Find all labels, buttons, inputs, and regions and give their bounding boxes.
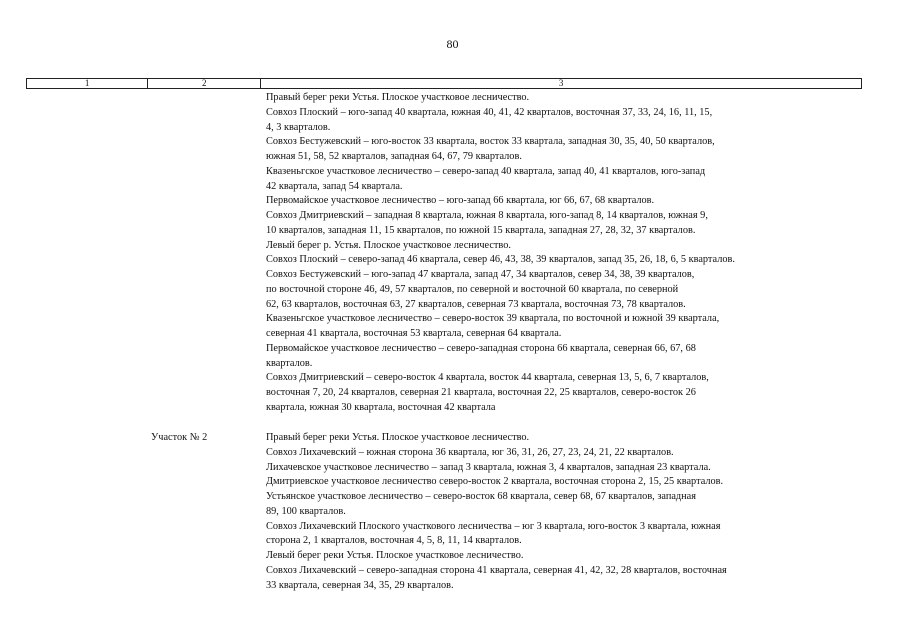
table-header	[26, 78, 862, 89]
text-line: южная 51, 58, 52 кварталов, западная 64, 67, 79 кварталов.	[266, 151, 522, 162]
text-line: Правый берег реки Устья. Плоское участковое лесничество.	[266, 432, 530, 443]
text-line: Совхоз Лихачевский – северо-западная сторона 41 квартала, северная 41, 42, 32, 28 кварталов, восточная	[266, 564, 727, 576]
column-header-1: 1	[27, 79, 148, 89]
text-line: Совхоз Дмитриевский – северо-восток 4 квартала, восток 44 квартала, северная 13, 5, 6, 7 кварталов,	[266, 372, 709, 384]
text-line: Левый берег реки Устья. Плоское участковое лесничество.	[266, 550, 524, 561]
text-line: 4, 3 кварталов.	[266, 121, 331, 133]
text-line: Совхоз Плоский – юго-запад 40 квартала, южная 40, 41, 42 кварталов, восточная 37, 33, 24, 16, 11, 15,	[266, 106, 713, 118]
text-line: Совхоз Лихачевский – южная сторона 36 квартала, юг 36, 31, 26, 27, 23, 24, 21, 22 кварталов.	[266, 446, 674, 458]
text-line: Совхоз Плоский – северо-запад 46 квартала, север 46, 43, 38, 39 кварталов, запад 35, 26, 18, 6, 5 кварталов.	[266, 254, 735, 266]
text-line: кварталов.	[266, 357, 313, 369]
text-line: по восточной стороне 46, 49, 57 кварталов, по северной и восточной 60 квартала, по северной	[266, 283, 679, 295]
text-line: Первомайское участковое лесничество – северо-западная сторона 66 квартала, северная 66, 67, 68	[266, 342, 696, 354]
text-line: Дмитриевское участковое лесничество северо-восток 2 квартала, восточная сторона 2, 15, 25 кварталов.	[266, 476, 724, 488]
text-line: Совхоз Бестужевский – юго-восток 33 квартала, восток 33 квартала, западная 30, 35, 40, 50 кварталов,	[266, 136, 715, 148]
text-line: квартала, южная 30 квартала, восточная 42 квартала	[266, 401, 496, 413]
text-line: Совхоз Бестужевский – юго-запад 47 квартала, запад 47, 34 кварталов, север 34, 38, 39 кварталов,	[266, 269, 695, 280]
text-line: сторона 2, 1 кварталов, восточная 4, 5, 8, 11, 14 кварталов.	[266, 535, 522, 547]
row-1-description	[266, 91, 866, 416]
text-line: Устьянское участковое лесничество – северо-восток 68 квартала, север 68, 67 кварталов, западная	[266, 491, 696, 502]
text-line: Совхоз Дмитриевский – западная 8 квартала, южная 8 квартала, юго-запад 8, 14 кварталов, южная 9,	[266, 210, 708, 221]
text-line: Квазеньгское участковое лесничество – северо-восток 39 квартала, по восточной и южной 39 квартала,	[266, 313, 720, 325]
page-number: 80	[446, 37, 459, 51]
text-line: Совхоз Лихачевский Плоского участкового лесничества – юг 3 квартала, юго-восток 3 квартала, южная	[266, 520, 721, 532]
text-line: Левый берег р. Устья. Плоское участковое лесничество.	[266, 239, 511, 251]
column-header-2: 2	[148, 79, 261, 89]
text-line: Первомайское участковое лесничество – юго-запад 66 квартала, юг 66, 67, 68 кварталов.	[266, 195, 655, 207]
text-line: 33 квартала, северная 34, 35, 29 кварталов.	[266, 579, 454, 591]
text-line: 42 квартала, запад 54 квартала.	[266, 180, 403, 192]
text-line: Квазеньгское участковое лесничество – северо-запад 40 квартала, запад 40, 41 кварталов, юго-запад	[266, 165, 706, 177]
row-2-description	[266, 431, 866, 593]
table-header-row	[27, 79, 862, 89]
text-line: северная 41 квартала, восточная 53 квартала, северная 64 квартала.	[266, 328, 562, 339]
column-header-3: 3	[261, 79, 862, 89]
text-line: 10 кварталов, западная 11, 15 кварталов, по южной 15 квартала, западная 27, 28, 32, 37 кварталов.	[266, 224, 696, 236]
text-line: Правый берег реки Устья. Плоское участковое лесничество.	[266, 92, 530, 103]
row-2-label: Участок № 2	[151, 432, 208, 443]
text-line: восточная 7, 20, 24 кварталов, северная 21 квартала, восточная 22, 25 кварталов, северо-восток 26	[266, 387, 696, 398]
text-line: Лихачевское участковое лесничество – запад 3 квартала, южная 3, 4 кварталов, западная 23 квартала.	[266, 461, 711, 473]
text-line: 62, 63 кварталов, восточная 63, 27 кварталов, северная 73 квартала, восточная 73, 78 кварталов.	[266, 298, 686, 310]
text-line: 89, 100 кварталов.	[266, 505, 346, 517]
